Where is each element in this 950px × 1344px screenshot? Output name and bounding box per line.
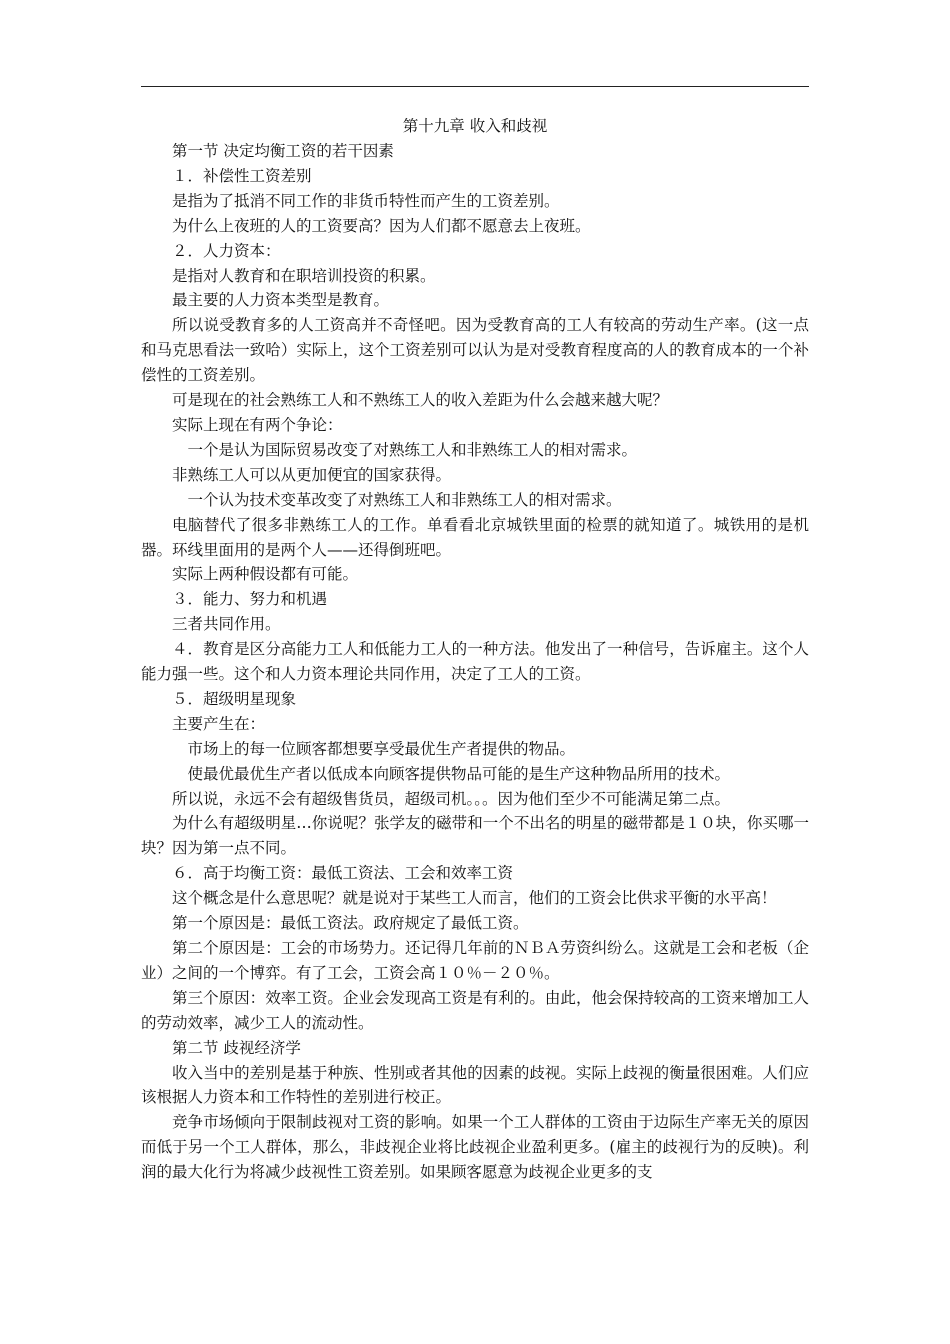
subheading-ability-effort-chance: ３．能力、努力和机遇 <box>172 590 328 609</box>
paragraph: 这个概念是什么意思呢？就是说对于某些工人而言，他们的工资会比供求平衡的水平高！ <box>172 889 777 908</box>
paragraph: 所以说受教育多的人工资高并不奇怪吧。因为受教育高的工人有较高的劳动生产率。(这一点和马克思看法一致哈）实际上，这个工资差别可以认为是对受教育程度高的人的教育成本的一个补偿性的工资差别。 <box>141 316 809 385</box>
paragraph: 主要产生在： <box>172 714 266 733</box>
paragraph: 电脑替代了很多非熟练工人的工作。单看看北京城铁里面的检票的就知道了。城铁用的是机器。环线里面用的是两个人——还得倒班吧。 <box>141 515 809 559</box>
paragraph: 所以说，永远不会有超级售货员，超级司机。。。因为他们至少不可能满足第二点。 <box>172 789 731 808</box>
chapter-title: 第十九章 收入和歧视 <box>402 117 548 135</box>
paragraph: 是指对人教育和在职培训投资的积累。 <box>172 266 436 285</box>
paragraph: 竞争市场倾向于限制歧视对工资的影响。如果一个工人群体的工资由于边际生产率无关的原因而低于另一个工人群体，那么，非歧视企业将比歧视企业盈利更多。(雇主的歧视行为的反映)。利润的最大化行为将减少歧视性工资差别。如果顾客愿意为歧视企业更多的支 <box>141 1113 809 1182</box>
paragraph: 可是现在的社会熟练工人和不熟练工人的收入差距为什么会越来越大呢？ <box>172 391 669 410</box>
subheading-above-equilibrium-wages: ６．高于均衡工资：最低工资法、工会和效率工资 <box>172 864 514 883</box>
list-item: 一个认为技术变革改变了对熟练工人和非熟练工人的相对需求。 <box>187 490 622 509</box>
paragraph: 第二个原因是：工会的市场势力。还记得几年前的ＮＢＡ劳资纠纷么。这就是工会和老板（企业）之间的一个博弈。有了工会，工资会高１０％－２０％。 <box>141 939 809 982</box>
list-item: 使最优最优生产者以低成本向顾客提供物品可能的是生产这种物品所用的技术。 <box>187 764 731 783</box>
paragraph: 第三个原因：效率工资。企业会发现高工资是有利的。由此，他会保持较高的工资来增加工人的劳动效率，减少工人的流动性。 <box>141 988 809 1032</box>
paragraph: 为什么上夜班的人的工资要高？因为人们都不愿意去上夜班。 <box>172 216 591 235</box>
paragraph: 实际上现在有两个争论： <box>172 415 343 434</box>
section-heading-1: 第一节 决定均衡工资的若干因素 <box>172 142 394 160</box>
paragraph: 是指为了抵消不同工作的非货币特性而产生的工资差别。 <box>172 191 560 210</box>
subheading-human-capital: ２．人力资本： <box>172 241 281 260</box>
paragraph: 最主要的人力资本类型是教育。 <box>172 291 390 310</box>
paragraph: 三者共同作用。 <box>172 615 281 634</box>
paragraph: 为什么有超级明星…你说呢？张学友的磁带和一个不出名的明星的磁带都是１０块，你买哪一块？因为第一点不同。 <box>141 814 809 858</box>
list-item: 市场上的每一位顾客都想要享受最优生产者提供的物品。 <box>187 739 576 758</box>
subheading-superstar-phenomenon: ５．超级明星现象 <box>172 689 297 708</box>
paragraph: ４．教育是区分高能力工人和低能力工人的一种方法。他发出了一种信号，告诉雇主。这个人能力强一些。这个和人力资本理论共同作用，决定了工人的工资。 <box>141 640 809 684</box>
document-body <box>141 114 809 1185</box>
paragraph: 非熟练工人可以从更加便宜的国家获得。 <box>172 465 452 484</box>
paragraph: 收入当中的差别是基于种族、性别或者其他的因素的歧视。实际上歧视的衡量很困难。人们应该根据人力资本和工作特性的差别进行校正。 <box>141 1063 809 1107</box>
paragraph: 第一个原因是：最低工资法。政府规定了最低工资。 <box>172 914 529 933</box>
subheading-compensating-differential: １．补偿性工资差别 <box>172 166 312 185</box>
paragraph: 实际上两种假设都有可能。 <box>172 565 359 584</box>
header-rule <box>141 86 809 87</box>
section-heading-2: 第二节 歧视经济学 <box>172 1038 301 1057</box>
list-item: 一个是认为国际贸易改变了对熟练工人和非熟练工人的相对需求。 <box>187 440 638 459</box>
